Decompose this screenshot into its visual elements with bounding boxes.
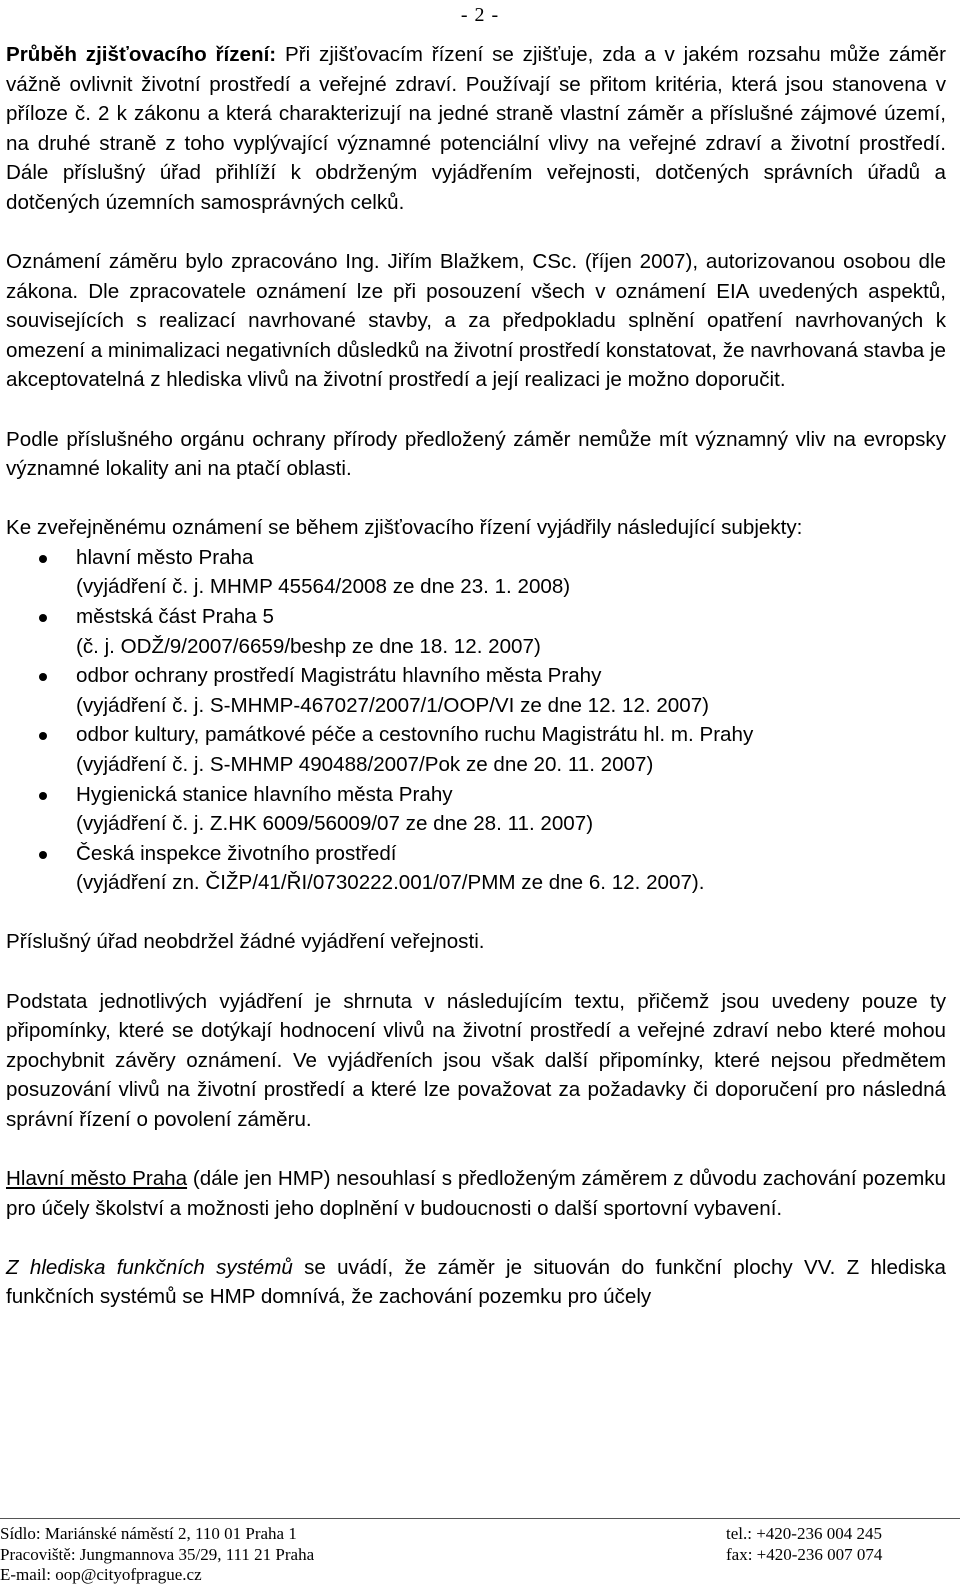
- paragraph-public-comments: Příslušný úřad neobdržel žádné vyjádření veřejnosti.: [6, 930, 485, 954]
- subject-name: odbor ochrany prostředí Magistrátu hlavního města Prahy: [76, 664, 602, 688]
- paragraph-hmp-statement: [6, 1164, 946, 1223]
- list-item: [6, 661, 946, 720]
- bullet-icon: [39, 614, 47, 622]
- list-item: [6, 720, 946, 779]
- paragraph-screening-procedure: [6, 40, 946, 218]
- paragraph-text: se uvádí, že záměr je situován do funkční plochy VV. Z hlediska funkčních systémů se HMP domnívá, že zachování pozemku pro účely: [6, 1255, 947, 1309]
- paragraph-notification: Oznámení záměru bylo zpracováno Ing. Jiřím Blažkem, CSc. (říjen 2007), autorizovanou osobou dle zákona. Dle zpracovatele oznámení lze při posouzení všech v oznámení EIA uvedených aspektů, souvisejících s realizací navrhované stavby, a za předpokladu splnění opatření navrhovaných k omezení a minimalizaci negativních důsledků na životní prostředí konstatovat, že navrhovaná stavba je akceptovatelná z hlediska vlivů na životní prostředí a její realizaci je možno doporučit.: [6, 250, 946, 392]
- footer-address: Sídlo: Mariánské náměstí 2, 110 01 Praha 1: [0, 1524, 297, 1543]
- subject-name: Česká inspekce životního prostředí: [76, 841, 397, 865]
- bullet-icon: [39, 792, 47, 800]
- document-body: [6, 40, 946, 1312]
- subjects-list: [6, 543, 946, 898]
- list-item: [6, 780, 946, 839]
- footer-tel: tel.: +420-236 004 245: [726, 1524, 882, 1543]
- bullet-icon: [39, 851, 47, 859]
- paragraph-text: Při zjišťovacím řízení se zjišťuje, zda a v jakém rozsahu může záměr vážně ovlivnit životní prostředí a veřejné zdraví. Používají se přitom kritéria, která jsou stanovena v příloze č. 2 k zákonu a která charakterizují na jedné straně vlastní záměr a příslušné zájmové území, na druhé straně z toho vyplývající významné potenciální vlivy na veřejné zdraví a životní prostředí. Dále příslušný úřad přihlíží k obdrženým vyjádřením veřejnosti, dotčených správních úřadů a dotčených územních samosprávných celků.: [6, 43, 946, 214]
- paragraph-functional-systems: [6, 1253, 946, 1312]
- footer-fax: fax: +420-236 007 074: [726, 1544, 883, 1564]
- footer-workplace: Pracoviště: Jungmannova 35/29, 111 21 Praha: [0, 1544, 315, 1564]
- subject-reference: (vyjádření zn. ČIŽP/41/ŘI/0730222.001/07/PMM ze dne 6. 12. 2007).: [76, 871, 705, 895]
- section-label: Průběh zjišťovacího řízení:: [6, 43, 277, 66]
- subject-name: Hygienická stanice hlavního města Prahy: [76, 782, 453, 806]
- subject-name: odbor kultury, památkové péče a cestovního ruchu Magistrátu hl. m. Prahy: [76, 723, 754, 747]
- paragraph-text: (dále jen HMP) nesouhlasí s předloženým záměrem z důvodu zachování pozemku pro účely školství a možnosti jeho doplnění v budoucnosti o další sportovní vybavení.: [6, 1167, 946, 1220]
- list-item: [6, 602, 946, 661]
- bullet-icon: [39, 555, 47, 563]
- subject-name: městská část Praha 5: [76, 605, 275, 628]
- subject-reference: (vyjádření č. j. MHMP 45564/2008 ze dne 23. 1. 2008): [76, 575, 571, 599]
- subject-reference: (vyjádření č. j. Z.HK 6009/56009/07 ze dne 28. 11. 2007): [76, 812, 594, 836]
- paragraph-subjects-intro: Ke zveřejněnému oznámení se během zjišťovacího řízení vyjádřily následující subjekty:: [6, 516, 803, 540]
- paragraph-summary: Podstata jednotlivých vyjádření je shrnuta v následujícím textu, přičemž jsou uvedeny pouze ty připomínky, které se dotýkají hodnocení vlivů na životní prostředí a veřejné zdraví nebo které mohou zpochybnit závěry oznámení. Ve vyjádřeních jsou však další připomínky, které nejsou předmětem posuzování vlivů na životní prostředí a které lze považovat za požadavky či doporučení pro následná správní řízení o povolení záměru.: [6, 989, 946, 1131]
- footer-address-block: [0, 1524, 560, 1586]
- footer-divider: [0, 1518, 960, 1519]
- italic-label: Z hlediska funkčních systémů: [6, 1255, 293, 1279]
- subject-name: hlavní město Praha: [76, 545, 254, 569]
- list-item: [6, 839, 946, 898]
- footer-contact-block: [726, 1524, 956, 1565]
- subject-reference: (vyjádření č. j. S-MHMP 490488/2007/Pok ze dne 20. 11. 2007): [76, 752, 654, 776]
- page-number: - 2 -: [460, 4, 500, 26]
- paragraph-nature-protection: Podle příslušného orgánu ochrany přírody předložený záměr nemůže mít významný vliv na evropsky významné lokality ani na ptačí oblasti.: [6, 427, 946, 481]
- list-item: [6, 543, 946, 602]
- bullet-icon: [39, 673, 47, 681]
- subject-reference: (č. j. ODŽ/9/2007/6659/beshp ze dne 18. 12. 2007): [76, 634, 541, 658]
- subject-reference: (vyjádření č. j. S-MHMP-467027/2007/1/OOP/VI ze dne 12. 12. 2007): [76, 693, 710, 717]
- footer-email: E-mail: oop@cityofprague.cz: [0, 1565, 202, 1584]
- underlined-label: Hlavní město Praha: [6, 1167, 188, 1190]
- bullet-icon: [39, 732, 47, 740]
